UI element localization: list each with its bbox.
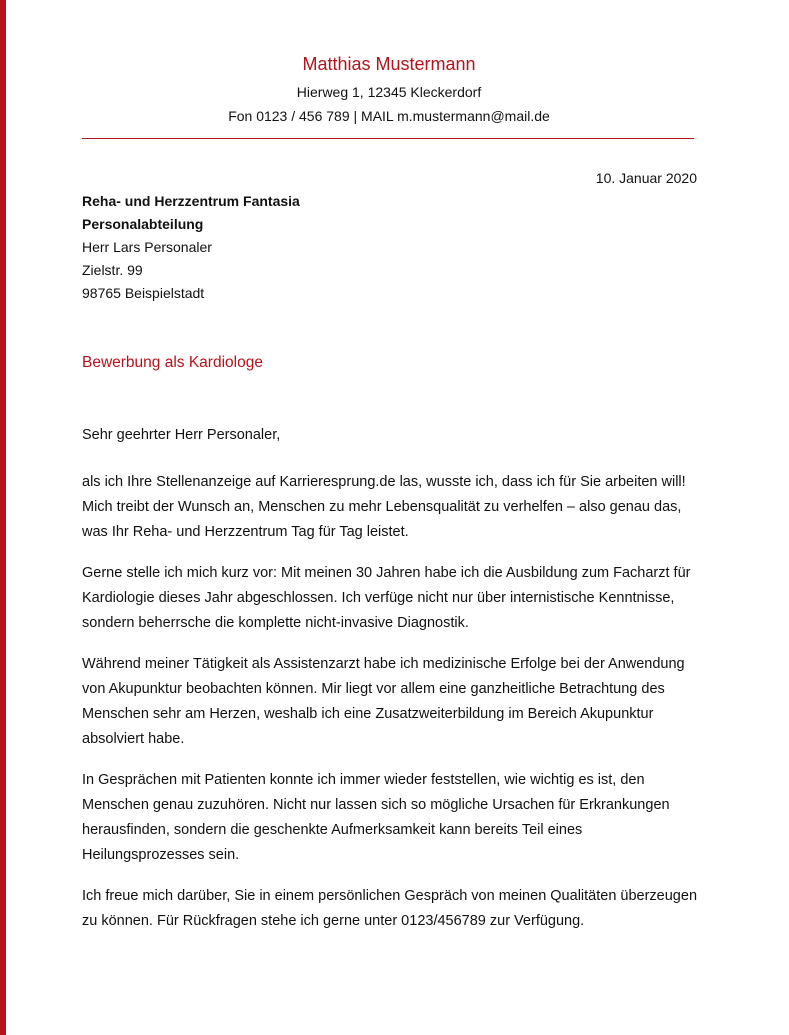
sender-name: Matthias Mustermann	[302, 54, 476, 74]
recipient-block	[82, 190, 300, 305]
body-paragraph: Ich freue mich darüber, Sie in einem persönlichen Gespräch von meinen Qualitäten überzeugen zu können. Für Rückfragen stehe ich gerne unter 0123/456789 zur Verfügung.	[82, 888, 698, 929]
sender-address: Hierweg 1, 12345 Kleckerdorf	[296, 84, 482, 100]
letter-body	[82, 470, 702, 950]
body-paragraph: Gerne stelle ich mich kurz vor: Mit meinen 30 Jahren habe ich die Ausbildung zum Facharzt für Kardiologie dieses Jahr abgeschlossen. Ich verfüge nicht nur über internistische Kenntnisse, sondern beherrsche die komplette nicht-invasive Diagnostik.	[82, 565, 691, 631]
recipient-street: Zielstr. 99	[82, 262, 143, 278]
letter-salutation: Sehr geehrter Herr Personaler,	[82, 427, 281, 443]
body-paragraph: als ich Ihre Stellenanzeige auf Karrieresprung.de las, wusste ich, dass ich für Sie arbeiten will! Mich treibt der Wunsch an, Menschen zu mehr Lebensqualität zu verhelfen – also genau das, was Ihr Reha- und Herzzentrum Tag für Tag leistet.	[82, 474, 686, 540]
recipient-department: Personalabteilung	[82, 216, 204, 232]
body-paragraph: Während meiner Tätigkeit als Assistenzarzt habe ich medizinische Erfolge bei der Anwendung von Akupunktur beobachten können. Mir liegt vor allem eine ganzheitliche Betrachtung des Menschen sehr am Herzen, weshalb ich eine Zusatzweiterbildung im Bereich Akupunktur absolviert habe.	[82, 656, 685, 747]
header-divider	[82, 138, 694, 139]
body-paragraph: In Gesprächen mit Patienten konnte ich immer wieder feststellen, wie wichtig es ist, den Menschen genau zuzuhören. Nicht nur lassen sich so mögliche Ursachen für Erkrankungen herausfinden, sondern die geschenkte Aufmerksamkeit kann bereits Teil eines Heilungsprozesses sein.	[82, 772, 670, 863]
left-accent-bar	[0, 0, 6, 1035]
recipient-city: 98765 Beispielstadt	[82, 285, 205, 301]
recipient-person: Herr Lars Personaler	[82, 239, 212, 255]
sender-contact: Fon 0123 / 456 789 | MAIL m.mustermann@mail.de	[228, 108, 550, 124]
recipient-company: Reha- und Herzzentrum Fantasia	[82, 193, 300, 209]
letter-subject: Bewerbung als Kardiologe	[82, 354, 263, 371]
letter-date: 10. Januar 2020	[595, 170, 697, 186]
letter-header	[0, 52, 778, 126]
